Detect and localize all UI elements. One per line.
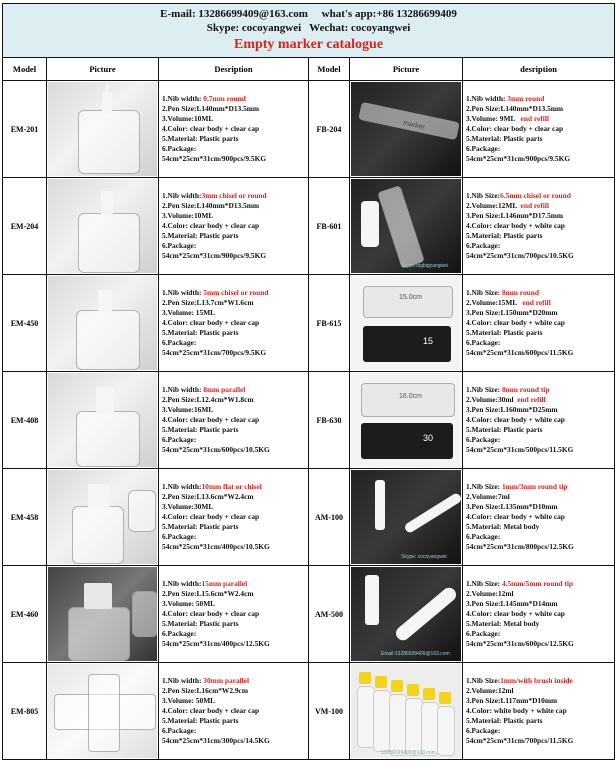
spec-line: 6.Package:	[162, 629, 197, 638]
table-row	[3, 566, 615, 663]
spec-line: 1.Nib Size:	[466, 385, 502, 394]
spec-line: 2.Pen Size:L140mm*D13.5mm	[162, 104, 260, 113]
spec-line: 54cm*25cm*31cm/700pcs/10.5KG	[466, 251, 574, 260]
product-description	[463, 663, 615, 760]
spec-highlight: end refill	[520, 114, 549, 123]
table-row	[3, 663, 615, 760]
photo-label-text: 15	[423, 336, 434, 346]
spec-line: 5.Material: Plastic parts	[162, 231, 239, 240]
spec-highlight: 10mm flat or chisel	[201, 482, 262, 491]
spec-line: 4.Color: clear body + clear cap	[162, 221, 260, 230]
spec-line: 54cm*25cm*31cm/500pcs/11.5KG	[466, 445, 574, 454]
model-code: EM-460	[3, 566, 47, 663]
spec-line: 5.Material: Plastic parts	[162, 716, 239, 725]
product-description	[159, 178, 309, 275]
spec-highlight: 3mm chisel or round	[201, 191, 267, 200]
spec-line: 6.Package:	[162, 338, 197, 347]
spec-line: 3.Pen Size:L135mm*D10mm	[466, 502, 558, 511]
product-photo-fb630	[350, 372, 463, 469]
table-row	[3, 81, 615, 178]
spec-line: 1.Nib width:	[162, 579, 202, 588]
product-photo-em408	[47, 372, 159, 469]
spec-line: 6.Package:	[162, 532, 197, 541]
spec-highlight: 1mm/3mm round tip	[501, 482, 568, 491]
table-row	[3, 469, 615, 566]
spec-line: 1.Nib width:	[162, 676, 204, 685]
spec-highlight: end refill	[517, 395, 546, 404]
photo-watermark: Email:13286699409@163.com	[381, 651, 450, 657]
spec-line: 6.Package:	[466, 726, 501, 735]
photo-label-text: 30	[423, 433, 434, 443]
spec-line: 1.Nib Size:	[466, 288, 502, 297]
spec-line: 1.Nib Size:	[466, 676, 501, 685]
spec-line: 1.Nib Size:	[466, 482, 502, 491]
spec-line: 4.Color: clear body + white cap	[466, 512, 565, 521]
spec-line: 5.Material: Plastic parts	[466, 328, 543, 337]
photo-print-text: marker	[402, 119, 426, 132]
spec-line: 54cm*25cm*31cm/300pcs/14.5KG	[162, 736, 270, 745]
model-code: AM-100	[309, 469, 350, 566]
spec-line: 54cm*25cm*31cm/900pcs/9.5KG	[162, 251, 267, 260]
spec-line: 2.Volume:7ml	[466, 492, 510, 501]
spec-line: 54cm*25cm*31cm/400pcs/12.5KG	[162, 639, 270, 648]
spec-line: 4.Color: clear body + clear cap	[162, 706, 260, 715]
spec-line: 4.Color: clear body + clear cap	[466, 124, 564, 133]
spec-line: 5.Material: Plastic parts	[162, 425, 239, 434]
spec-line: 3.Volume: 50ML	[162, 696, 216, 705]
col-picture-right: Picture	[350, 58, 463, 81]
spec-line: 2.Pen Size:L13.7cm*W1.6cm	[162, 298, 254, 307]
product-description	[159, 275, 309, 372]
spec-line: 6.Package:	[466, 629, 501, 638]
product-photo-em460	[47, 566, 159, 663]
photo-watermark: Skype:bigbigyangwei	[401, 263, 448, 269]
spec-line: 5.Material: Plastic parts	[162, 134, 239, 143]
spec-highlight: end refill	[520, 201, 549, 210]
spec-line: 5.Material: Metal body	[466, 522, 540, 531]
catalogue-table	[2, 3, 615, 760]
photo-dimension-text: 16.0cm	[399, 393, 422, 400]
contact-line-skype: Skype: cocoyangwei Wechat: cocoyangwei	[206, 22, 411, 34]
spec-line: 5.Material: Plastic parts	[466, 134, 543, 143]
spec-highlight: end refill	[522, 298, 551, 307]
spec-line: 3.Volume: 50ML	[162, 599, 216, 608]
col-model-right: Model	[309, 58, 350, 81]
spec-line: 2.Pen Size:L140mm*D13.5mm	[466, 104, 564, 113]
model-code: VM-100	[309, 663, 350, 760]
spec-line: 6.Package:	[466, 532, 501, 541]
spec-line: 4.Color: clear body + clear cap	[162, 415, 260, 424]
spec-line: 6.Package:	[466, 241, 501, 250]
model-code: EM-458	[3, 469, 47, 566]
spec-line: 3.Pen Size:L146mm*D17.5mm	[466, 211, 564, 220]
spec-highlight: 0.7mm round	[203, 94, 246, 103]
spec-line: 5.Material: Plastic parts	[162, 619, 239, 628]
spec-line: 3.Volume: 9ML	[466, 114, 521, 123]
spec-line: 2.Pen Size:L12.4cm*W1.8cm	[162, 395, 254, 404]
spec-highlight: 4.5mm/5mm round tip	[501, 579, 574, 588]
spec-line: 54cm*25cm*31cm/800pcs/12.5KG	[466, 542, 574, 551]
model-code: EM-450	[3, 275, 47, 372]
spec-line: 5.Material: Plastic parts	[466, 425, 543, 434]
spec-line: 5.Material: Plastic parts	[162, 522, 239, 531]
spec-highlight: 1mm/with brush inside	[500, 676, 573, 685]
spec-line: 6.Package:	[466, 435, 501, 444]
spec-line: 3.Volume:10ML	[162, 211, 214, 220]
spec-line: 2.Pen Size:L140mm*D13.5mm	[162, 201, 260, 210]
spec-highlight: 6.5mm chisel or round	[500, 191, 571, 200]
spec-line: 54cm*25cm*31cm/600pcs/11.5KG	[466, 348, 574, 357]
spec-line: 1.Nib Size:	[466, 191, 501, 200]
col-description-right: desription	[463, 58, 615, 81]
spec-line: 5.Material: Plastic parts	[466, 231, 543, 240]
model-code: EM-204	[3, 178, 47, 275]
catalogue-header	[3, 4, 615, 58]
spec-highlight: 8mm round	[501, 288, 539, 297]
spec-line: 6.Package:	[162, 726, 197, 735]
product-description	[463, 178, 615, 275]
product-photo-em204	[47, 178, 159, 275]
product-photo-fb601	[350, 178, 463, 275]
spec-highlight: 30mm parallel	[203, 676, 250, 685]
spec-line: 54cm*25cm*31cm/400pcs/10.5KG	[162, 542, 270, 551]
spec-highlight: 8mm parallel	[203, 385, 246, 394]
spec-line: 2.Volume:15ML	[466, 298, 523, 307]
spec-line: 3.Volume: 15ML	[162, 308, 216, 317]
model-code: FB-601	[309, 178, 350, 275]
spec-highlight: 5mm chisel or round	[203, 288, 269, 297]
spec-line: 1.Nib width:	[162, 385, 204, 394]
spec-line: 3.Pen Size:L150mm*D20mm	[466, 308, 558, 317]
table-row	[3, 275, 615, 372]
spec-line: 2.Pen Size:L16cm*W2.9cm	[162, 686, 248, 695]
product-description	[463, 469, 615, 566]
spec-line: 1.Nib width:	[162, 94, 204, 103]
product-description	[463, 372, 615, 469]
spec-line: 2.Pen Size:L13.6cm*W2.4cm	[162, 492, 254, 501]
spec-line: 54cm*25cm*31cm/600pcs/10.5KG	[162, 445, 270, 454]
model-code: FB-615	[309, 275, 350, 372]
photo-watermark: 13286699409@163.com	[381, 750, 436, 756]
spec-line: 2.Volume:12ML	[466, 201, 521, 210]
product-description	[159, 663, 309, 760]
spec-line: 5.Material: Plastic parts	[162, 328, 239, 337]
spec-line: 6.Package:	[162, 241, 197, 250]
col-description: Desription	[159, 58, 309, 81]
product-photo-am100	[350, 469, 463, 566]
model-code: FB-630	[309, 372, 350, 469]
product-description	[463, 275, 615, 372]
spec-highlight: 15mm parallel	[201, 579, 248, 588]
spec-line: 4.Color: clear body + clear cap	[162, 124, 260, 133]
spec-line: 4.Color: clear body + clear cap	[162, 609, 260, 618]
spec-line: 6.Package:	[466, 338, 501, 347]
spec-line: 54cm*25cm*31cm/900pcs/9.5KG	[162, 154, 267, 163]
spec-line: 5.Material: Plastic parts	[466, 716, 543, 725]
spec-line: 3.Pen Size:L117mm*D10mm	[466, 696, 558, 705]
spec-line: 2.Volume:30ml	[466, 395, 518, 404]
product-description	[159, 372, 309, 469]
spec-line: 3.Volume:16ML	[162, 405, 214, 414]
spec-line: 3.Volume:30ML	[162, 502, 214, 511]
product-photo-em805	[47, 663, 159, 760]
spec-highlight: 8mm round tip	[501, 385, 550, 394]
spec-line: 5.Material: Metal body	[466, 619, 540, 628]
product-description	[159, 469, 309, 566]
spec-highlight: 3mm round	[507, 94, 545, 103]
spec-line: 1.Nib width:	[466, 94, 508, 103]
product-photo-em201	[47, 81, 159, 178]
spec-line: 4.Color: white body + white cap	[466, 706, 567, 715]
product-photo-fb615	[350, 275, 463, 372]
spec-line: 4.Color: clear body + white cap	[466, 318, 565, 327]
model-code: AM-500	[309, 566, 350, 663]
product-photo-em458	[47, 469, 159, 566]
spec-line: 54cm*25cm*31cm/700pcs/9.5KG	[162, 348, 267, 357]
product-description	[463, 566, 615, 663]
spec-line: 54cm*25cm*31cm/700pcs/11.5KG	[466, 736, 574, 745]
product-description	[159, 81, 309, 178]
spec-line: 6.Package:	[466, 144, 501, 153]
spec-line: 54cm*25cm*31cm/600pcs/12.5KG	[466, 639, 574, 648]
contact-line-email: E-mail: 13286699409@163.com what's app:+86 13286699409	[160, 8, 457, 20]
col-model: Model	[3, 58, 47, 81]
product-photo-fb204	[350, 81, 463, 178]
model-code: EM-408	[3, 372, 47, 469]
spec-line: 2.Volume:12ml	[466, 686, 514, 695]
spec-line: 1.Nib width:	[162, 482, 202, 491]
model-code: EM-201	[3, 81, 47, 178]
product-description	[463, 81, 615, 178]
spec-line: 4.Color: clear body + white cap	[466, 609, 565, 618]
product-photo-am500	[350, 566, 463, 663]
column-headers	[3, 58, 615, 81]
spec-line: 6.Package:	[162, 435, 197, 444]
product-description	[159, 566, 309, 663]
spec-line: 4.Color: clear body + clear cap	[162, 318, 260, 327]
spec-line: 3.Pen Size:L145mm*D14mm	[466, 599, 558, 608]
product-photo-vm100	[350, 663, 463, 760]
spec-line: 1.Nib width:	[162, 288, 204, 297]
spec-line: 2.Volume:12ml	[466, 589, 514, 598]
spec-line: 6.Package:	[162, 144, 197, 153]
spec-line: 1.Nib Size:	[466, 579, 502, 588]
catalogue-title: Empty marker catalogue	[233, 37, 384, 52]
spec-line: 3.Pen Size:L160mm*D25mm	[466, 405, 558, 414]
photo-watermark: Skype: cocoyangwei	[401, 554, 447, 560]
table-row	[3, 178, 615, 275]
spec-line: 1.Nib width:	[162, 191, 202, 200]
spec-line: 4.Color: clear body + clear cap	[162, 512, 260, 521]
spec-line: 4.Color: clear body + white cap	[466, 221, 565, 230]
spec-line: 54cm*25cm*31cm/900pcs/9.5KG	[466, 154, 571, 163]
spec-line: 2.Pen Size:L15.6cm*W2.4cm	[162, 589, 254, 598]
spec-line: 4.Color: clear body + white cap	[466, 415, 565, 424]
photo-dimension-text: 15.0cm	[399, 294, 422, 301]
col-picture: Picture	[47, 58, 159, 81]
table-row	[3, 372, 615, 469]
model-code: FB-204	[309, 81, 350, 178]
product-photo-em450	[47, 275, 159, 372]
model-code: EM-805	[3, 663, 47, 760]
spec-line: 3.Volume:10ML	[162, 114, 214, 123]
